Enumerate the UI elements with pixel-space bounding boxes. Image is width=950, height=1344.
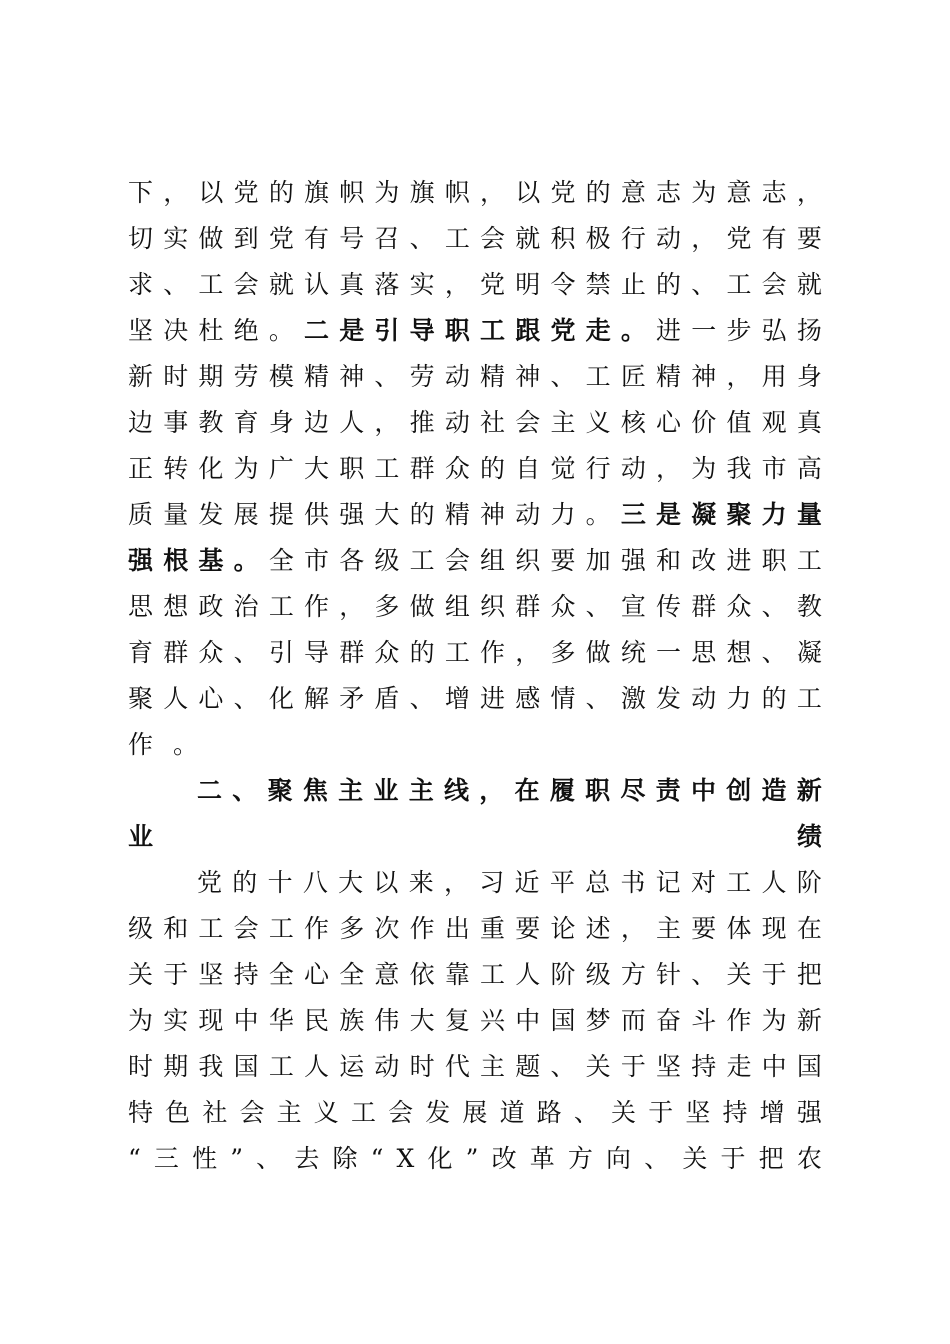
text-line: 育 群 众 、 引 导 群 众 的 工 作 ， 多 做 统 一 思 想 、 凝 bbox=[128, 638, 822, 667]
text-line: 二 、 聚 焦 主 业 主 线 ， 在 履 职 尽 责 中 创 造 新 bbox=[197, 776, 822, 805]
text-line: 作 。 bbox=[128, 730, 199, 759]
text-line: 切 实 做 到 党 有 号 召 、 工 会 就 积 极 行 动 ， 党 有 要 bbox=[128, 224, 822, 253]
text-line: “ 三 性 ” 、 去 除 “ X 化 ” 改 革 方 向 、 关 于 把 农 bbox=[128, 1144, 822, 1173]
paragraph bbox=[128, 860, 822, 1182]
text-line: 求 、 工 会 就 认 真 落 实 ， 党 明 令 禁 止 的 、 工 会 就 bbox=[128, 270, 822, 299]
text-line: 为 实 现 中 华 民 族 伟 大 复 兴 中 国 梦 而 奋 斗 作 为 新 bbox=[128, 1006, 822, 1035]
text-line: 党 的 十 八 大 以 来 ， 习 近 平 总 书 记 对 工 人 阶 bbox=[197, 868, 822, 897]
text-line: 强 根 基 。 全 市 各 级 工 会 组 织 要 加 强 和 改 进 职 工 bbox=[128, 546, 822, 575]
text-line: 正 转 化 为 广 大 职 工 群 众 的 自 觉 行 动 ， 为 我 市 高 bbox=[128, 454, 822, 483]
text-line: 边 事 教 育 身 边 人 ， 推 动 社 会 主 义 核 心 价 值 观 真 bbox=[128, 408, 822, 437]
section-heading bbox=[128, 768, 822, 860]
text-line: 时 期 我 国 工 人 运 动 时 代 主 题 、 关 于 坚 持 走 中 国 bbox=[128, 1052, 822, 1081]
text-line: 思 想 政 治 工 作 ， 多 做 组 织 群 众 、 宣 传 群 众 、 教 bbox=[128, 592, 822, 621]
document-body bbox=[128, 170, 822, 1182]
text-line: 特 色 社 会 主 义 工 会 发 展 道 路 、 关 于 坚 持 增 强 bbox=[128, 1098, 822, 1127]
text-line: 新 时 期 劳 模 精 神 、 劳 动 精 神 、 工 匠 精 神 ， 用 身 bbox=[128, 362, 822, 391]
text-line: 下 ， 以 党 的 旗 帜 为 旗 帜 ， 以 党 的 意 志 为 意 志 ， bbox=[128, 178, 822, 207]
text-line: 质 量 发 展 提 供 强 大 的 精 神 动 力 。 三 是 凝 聚 力 量 bbox=[128, 500, 822, 529]
text-line: 级 和 工 会 工 作 多 次 作 出 重 要 论 述 ， 主 要 体 现 在 bbox=[128, 914, 822, 943]
text-line: 坚 决 杜 绝 。 二 是 引 导 职 工 跟 党 走 。 进 一 步 弘 扬 bbox=[128, 316, 822, 345]
text-line: 业 绩 bbox=[128, 822, 822, 851]
paragraph bbox=[128, 170, 822, 768]
text-line: 关 于 坚 持 全 心 全 意 依 靠 工 人 阶 级 方 针 、 关 于 把 bbox=[128, 960, 822, 989]
text-line: 聚 人 心 、 化 解 矛 盾 、 增 进 感 情 、 激 发 动 力 的 工 bbox=[128, 684, 822, 713]
